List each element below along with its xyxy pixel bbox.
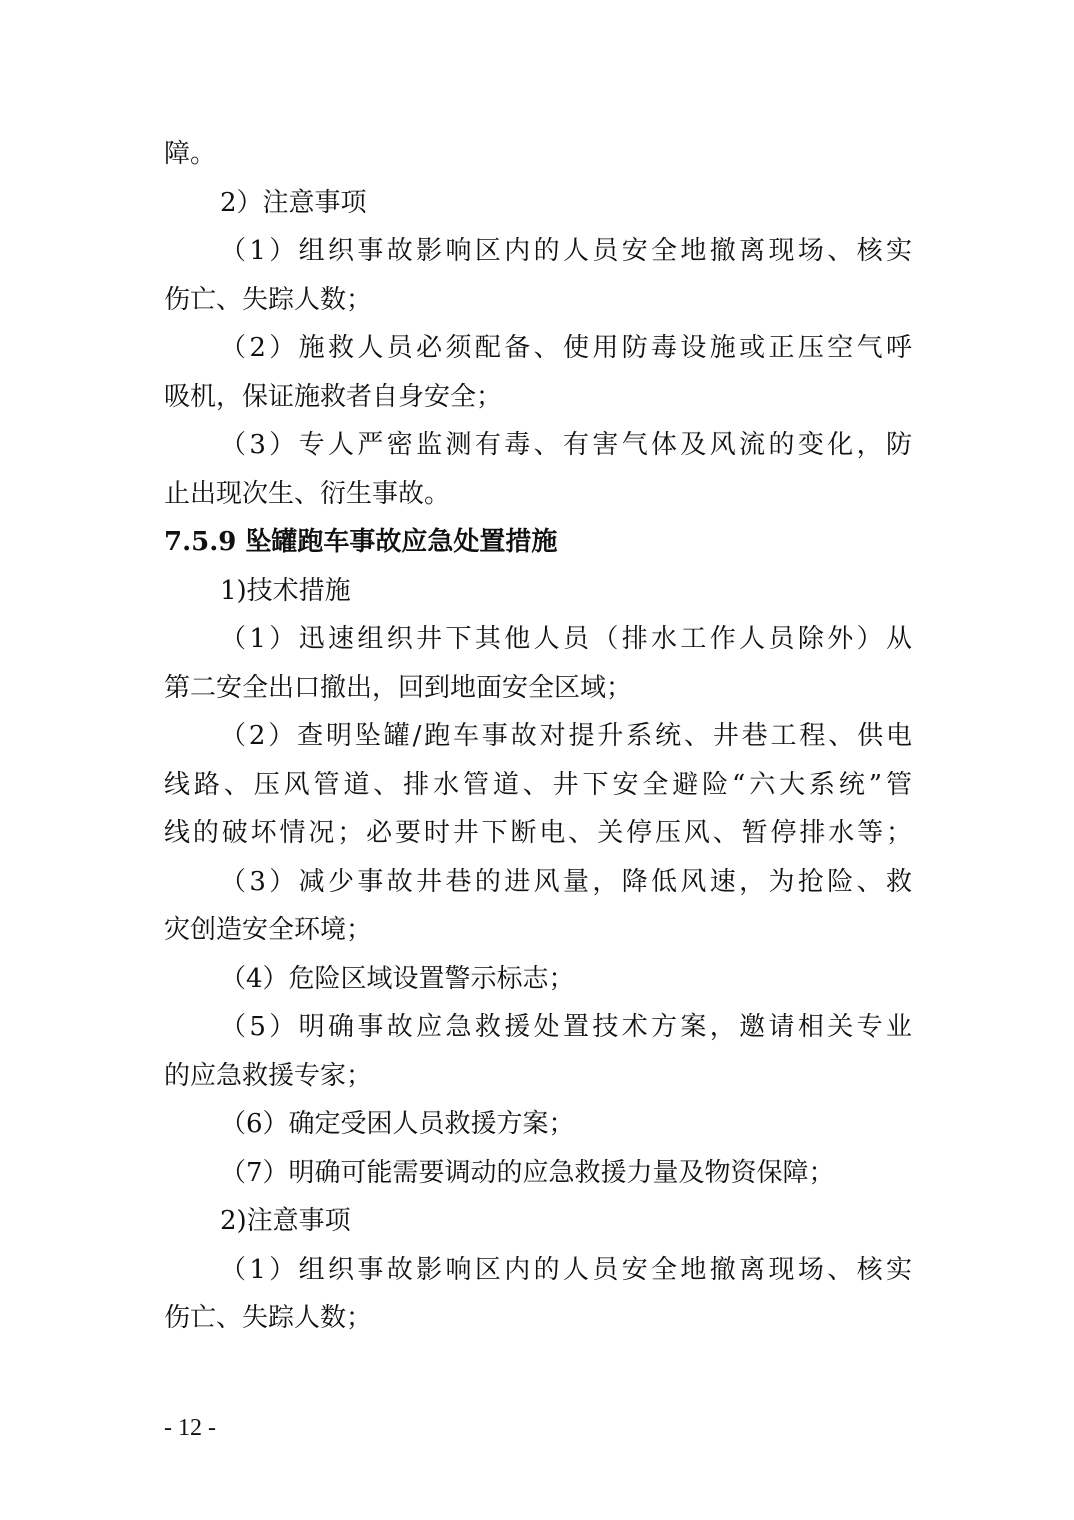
text-line: （1）迅速组织井下其他人员（排水工作人员除外）从	[220, 624, 912, 654]
text-line: （5）明确事故应急救援处置技术方案，邀请相关专业	[220, 1012, 912, 1042]
text-line: （3）专人严密监测有毒、有害气体及风流的变化，防	[220, 430, 912, 460]
text-line: （6）确定受困人员救援方案；	[220, 1109, 575, 1139]
page-number: - 12 -	[164, 1415, 216, 1441]
text-line: （2）施救人员必须配备、使用防毒设施或正压空气呼	[220, 333, 912, 363]
subheading-notes: 2)注意事项	[220, 1206, 351, 1236]
text-line: 伤亡、失踪人数；	[164, 1303, 373, 1333]
text-line: （3）减少事故井巷的进风量，降低风速，为抢险、救	[220, 866, 912, 897]
text-line: 的应急救援专家；	[164, 1060, 373, 1091]
text-line: （7）明确可能需要调动的应急救援力量及物资保障；	[220, 1157, 835, 1188]
text-line: 伤亡、失踪人数；	[164, 284, 373, 315]
text-line: 线路、压风管道、排水管道、井下安全避险“六大系统”管	[164, 769, 912, 800]
text-line: 吸机，保证施救者自身安全；	[164, 381, 503, 412]
text-line: 灾创造安全环境；	[164, 915, 373, 945]
text-line: 止出现次生、衍生事故。	[164, 478, 451, 509]
subheading-notes: 2）注意事项	[220, 187, 367, 218]
text-line: （1）组织事故影响区内的人员安全地撤离现场、核实	[220, 236, 912, 266]
text-line: 障。	[164, 139, 217, 169]
subheading-technical-measures: 1)技术措施	[220, 575, 351, 606]
text-line: 第二安全出口撤出，回到地面安全区域；	[164, 672, 633, 703]
text-line: （1）组织事故影响区内的人员安全地撤离现场、核实	[220, 1254, 912, 1285]
document-body	[164, 130, 912, 1343]
text-line: （4）危险区域设置警示标志；	[220, 963, 575, 994]
section-heading: 7.5.9 坠罐跑车事故应急处置措施	[164, 527, 558, 557]
text-line: （2）查明坠罐/跑车事故对提升系统、井巷工程、供电	[220, 721, 912, 751]
text-line: 线的破坏情况；必要时井下断电、关停压风、暂停排水等；	[164, 818, 912, 848]
